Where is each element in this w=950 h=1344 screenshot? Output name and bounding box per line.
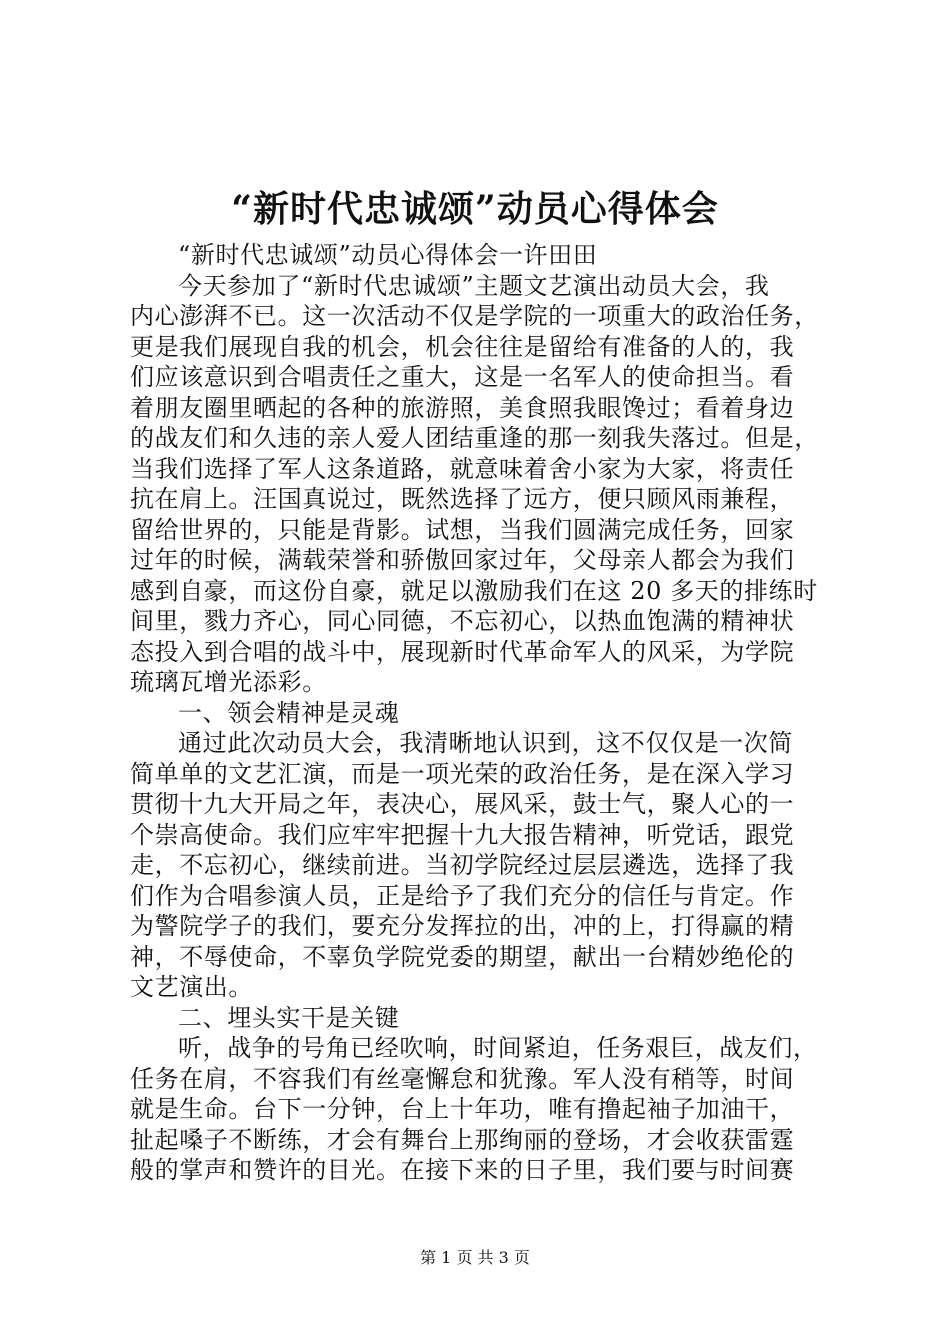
paragraph-line: 般的掌声和赞许的目光。在接下来的日子里，我们要与时间赛 bbox=[130, 1156, 795, 1184]
paragraph-line: 当我们选择了军人这条道路，就意味着舍小家为大家，将责任 bbox=[130, 454, 795, 483]
paragraph-line: 琉璃瓦增光添彩。 bbox=[130, 668, 327, 696]
paragraph-line: 们应该意识到合唱责任之重大，这是一名军人的使命担当。看 bbox=[130, 363, 795, 391]
paragraph-line: 就是生命。台下一分钟，台上十年功，唯有撸起袖子加油干， bbox=[130, 1095, 795, 1123]
paragraph-line: 内心澎湃不已。这一次活动不仅是学院的一项重大的政治任务， bbox=[130, 302, 819, 330]
paragraph-line: 感到自豪，而这份自豪，就足以激励我们在这 20 多天的排练时 bbox=[130, 576, 818, 605]
paragraph-line: 为警院学子的我们，要充分发挥拉的出，冲的上，打得赢的精 bbox=[130, 912, 795, 940]
paragraph-line: 过年的时候，满载荣誉和骄傲回家过年，父母亲人都会为我们 bbox=[130, 546, 795, 574]
paragraph-line: 贯彻十九大开局之年，表决心，展风采，鼓士气，聚人心的一 bbox=[130, 790, 795, 818]
paragraph-line: 抗在肩上。汪国真说过，既然选择了远方，便只顾风雨兼程， bbox=[130, 485, 795, 513]
byline: “新时代忠诚颂”动员心得体会一许田田 bbox=[178, 241, 598, 269]
paragraph-line: 间里，戮力齐心，同心同德，不忘初心，以热血饱满的精神状 bbox=[130, 607, 795, 635]
paragraph-line: 扯起嗓子不断练，才会有舞台上那绚丽的登场，才会收获雷霆 bbox=[130, 1125, 795, 1154]
document-title: “新时代忠诚颂”动员心得体会 bbox=[231, 188, 719, 230]
paragraph-line: 神，不辱使命，不辜负学院党委的期望，献出一台精妙绝伦的 bbox=[130, 942, 795, 971]
document-body bbox=[130, 240, 830, 1186]
paragraph-line: 着朋友圈里晒起的各种的旅游照，美食照我眼馋过；看着身边 bbox=[130, 393, 795, 422]
paragraph-line: 的战友们和久违的亲人爱人团结重逢的那一刻我失落过。但是， bbox=[130, 424, 819, 452]
section-heading: 二、埋头实干是关键 bbox=[178, 1003, 400, 1032]
paragraph-line: 听，战争的号角已经吹响，时间紧迫，任务艰巨，战友们， bbox=[178, 1034, 818, 1062]
page-footer: 第 1 页 共 3 页 bbox=[420, 1248, 530, 1267]
paragraph-line: 简单单的文艺汇演，而是一项光荣的政治任务，是在深入学习 bbox=[130, 759, 795, 788]
paragraph-line: 更是我们展现自我的机会，机会往往是留给有准备的人的，我 bbox=[130, 332, 795, 361]
paragraph-line: 们作为合唱参演人员，正是给予了我们充分的信任与肯定。作 bbox=[130, 881, 795, 910]
paragraph-line: 今天参加了“新时代忠诚颂”主题文艺演出动员大会，我 bbox=[178, 271, 770, 300]
paragraph-line: 走，不忘初心，继续前进。当初学院经过层层遴选，选择了我 bbox=[130, 851, 795, 879]
paragraph-line: 态投入到合唱的战斗中，展现新时代革命军人的风采，为学院 bbox=[130, 637, 795, 666]
paragraph-line: 任务在肩，不容我们有丝毫懈怠和犹豫。军人没有稍等，时间 bbox=[130, 1064, 795, 1093]
paragraph-line: 文艺演出。 bbox=[130, 973, 253, 1001]
paragraph-line: 通过此次动员大会，我清晰地认识到，这不仅仅是一次简 bbox=[178, 729, 793, 757]
paragraph-line: 个崇高使命。我们应牢牢把握十九大报告精神，听党话，跟党 bbox=[130, 820, 795, 849]
paragraph-line: 留给世界的，只能是背影。试想，当我们圆满完成任务，回家 bbox=[130, 515, 795, 544]
section-heading: 一、领会精神是灵魂 bbox=[178, 698, 400, 727]
